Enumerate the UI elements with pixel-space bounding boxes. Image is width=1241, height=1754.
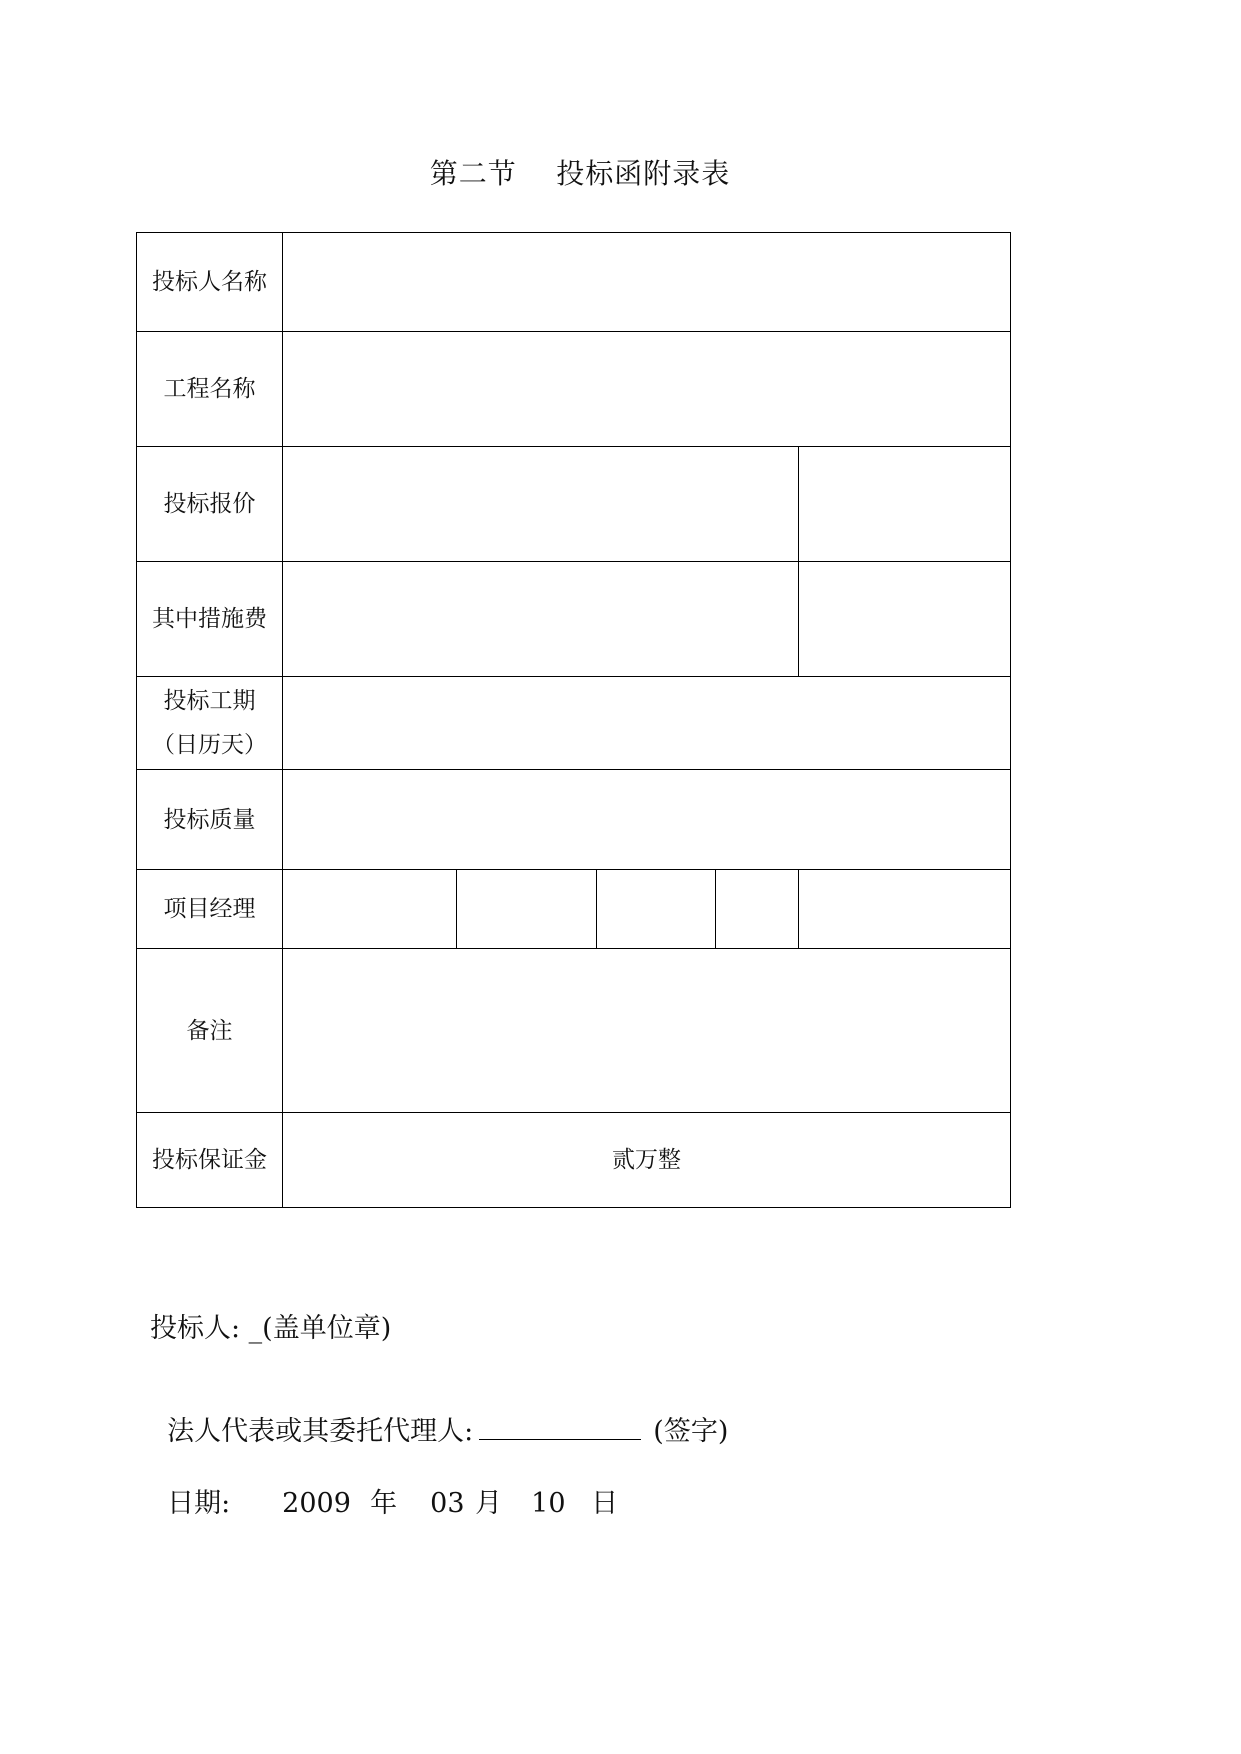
table-row [137, 233, 1011, 332]
bid-price-field[interactable] [283, 447, 799, 562]
measures-fee-label: 其中措施费 [137, 562, 283, 677]
duration-label: 投标工期（日历天） [137, 677, 283, 770]
page-title: 第二节 投标函附录表 [429, 157, 731, 190]
deposit-value: 贰万整 [283, 1113, 1011, 1208]
bid-appendix-table [136, 232, 1011, 1208]
date-month-unit: 月 [475, 1488, 503, 1519]
remarks-label: 备注 [137, 949, 283, 1113]
date-year: 2009 [282, 1488, 351, 1519]
table-row [137, 447, 1011, 562]
manager-field-2[interactable] [457, 870, 597, 949]
representative-line [150, 1378, 728, 1448]
measures-fee-extra-field[interactable] [799, 562, 1011, 677]
bidder-signature-line: 投标人: _(盖单位章) [150, 1313, 392, 1344]
manager-field-3[interactable] [597, 870, 716, 949]
signature-note: (签字) [653, 1416, 729, 1447]
bid-price-label: 投标报价 [137, 447, 283, 562]
date-line [150, 1450, 618, 1520]
date-month: 03 [430, 1488, 465, 1519]
project-name-field[interactable] [283, 332, 1011, 447]
table-row [137, 770, 1011, 870]
deposit-label: 投标保证金 [137, 1113, 283, 1208]
date-year-unit: 年 [370, 1488, 398, 1519]
date-day: 10 [531, 1488, 566, 1519]
table-row [137, 870, 1011, 949]
date-label: 日期: [167, 1488, 231, 1519]
table-row [137, 332, 1011, 447]
manager-label: 项目经理 [137, 870, 283, 949]
table-row [137, 677, 1011, 770]
bid-price-extra-field[interactable] [799, 447, 1011, 562]
manager-field-1[interactable] [283, 870, 457, 949]
manager-field-4[interactable] [716, 870, 799, 949]
signature-blank[interactable] [479, 1415, 641, 1440]
measures-fee-field[interactable] [283, 562, 799, 677]
bidder-name-field[interactable] [283, 233, 1011, 332]
table-row [137, 562, 1011, 677]
manager-field-5[interactable] [799, 870, 1011, 949]
quality-label: 投标质量 [137, 770, 283, 870]
remarks-field[interactable] [283, 949, 1011, 1113]
table-row [137, 1113, 1011, 1208]
duration-field[interactable] [283, 677, 1011, 770]
date-day-unit: 日 [591, 1488, 619, 1519]
table-row [137, 949, 1011, 1113]
representative-label: 法人代表或其委托代理人: [167, 1416, 474, 1447]
bidder-name-label: 投标人名称 [137, 233, 283, 332]
project-name-label: 工程名称 [137, 332, 283, 447]
quality-field[interactable] [283, 770, 1011, 870]
